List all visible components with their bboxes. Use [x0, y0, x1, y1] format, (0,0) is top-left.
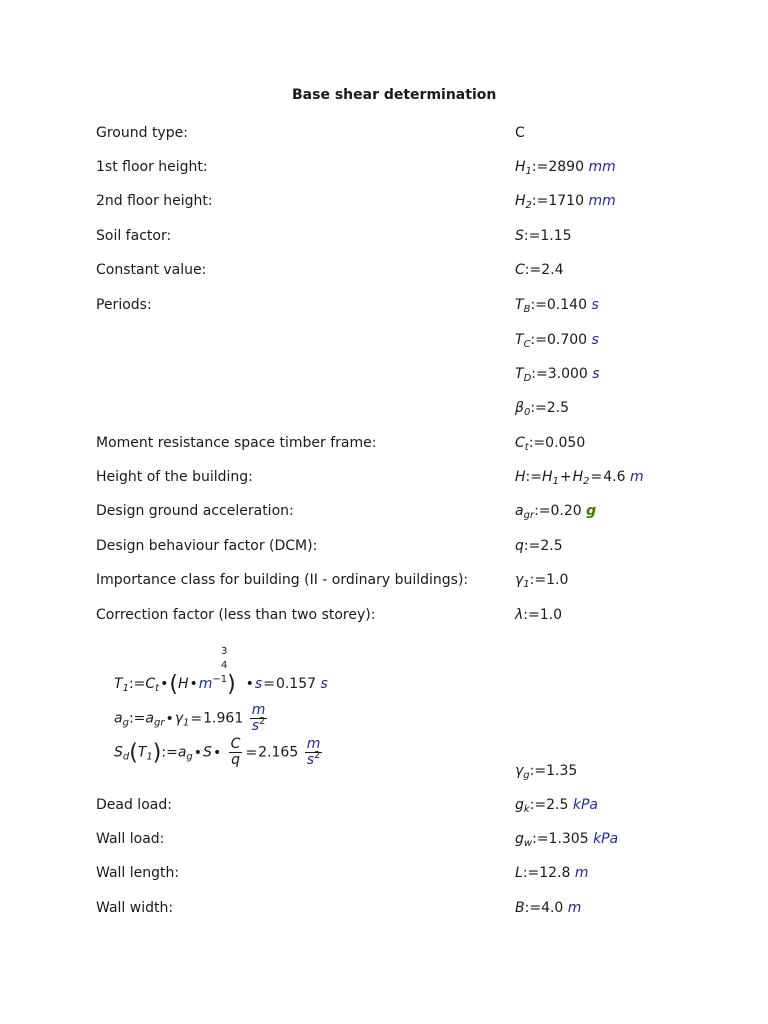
period-td-expression: $T_D:=3.000$ s: [515, 366, 600, 384]
soil-factor-expression: S:=1.15: [515, 228, 572, 244]
first-floor-height-expression: $H_1:=2890$ mm: [515, 159, 616, 177]
second-floor-height-expression: $H_2:=1710$ mm: [515, 193, 616, 211]
behaviour-factor-label: Design behaviour factor (DCM):: [96, 538, 318, 554]
ground-acceleration-label: Design ground acceleration:: [96, 503, 294, 519]
constant-value-label: Constant value:: [96, 262, 207, 278]
page-title: Base shear determination: [292, 87, 497, 103]
wall-length-expression: L:=12.8 m: [515, 865, 589, 881]
wall-length-label: Wall length:: [96, 865, 180, 881]
ag-unit-fraction: $\frac{m}{s^2}$: [251, 702, 266, 734]
dead-load-expression: $g_k:=2.5$ kPa: [515, 797, 598, 815]
t1-exponent-fraction: 3 4: [221, 646, 228, 671]
period-tc-expression: $T_C:=0.700$ s: [515, 332, 599, 350]
sd-c-over-q-fraction: $\frac{C}{q}$: [230, 736, 241, 768]
soil-factor-label: Soil factor:: [96, 228, 172, 244]
wall-width-label: Wall width:: [96, 900, 174, 916]
ground-acceleration-expression: $a_{gr}:=0.20$ g: [515, 503, 597, 521]
ag-formula: $a_g:=a_{gr}•\gamma_1=1.961$ $\frac{m}{s^2}$: [114, 702, 266, 734]
wall-load-expression: $g_w:=1.305$ kPa: [515, 831, 619, 849]
importance-class-label: Importance class for building (II - ordinary buildings):: [96, 572, 469, 588]
ground-type-value: C: [515, 125, 525, 141]
first-floor-height-label: 1st floor height:: [96, 159, 208, 175]
moment-resistance-label: Moment resistance space timber frame:: [96, 435, 377, 451]
building-height-label: Height of the building:: [96, 469, 253, 485]
correction-factor-label: Correction factor (less than two storey):: [96, 607, 376, 623]
second-floor-height-label: 2nd floor height:: [96, 193, 213, 209]
wall-load-label: Wall load:: [96, 831, 165, 847]
ct-expression: $C_t:=0.050$: [515, 435, 586, 453]
period-tb-expression: $T_B:=0.140$ s: [515, 297, 599, 315]
building-height-expression: $H:=H_1+H_2=4.6$ m: [515, 469, 644, 487]
behaviour-factor-expression: q:=2.5: [515, 538, 563, 554]
t1-formula: $T_1:=C_t•(H•m^{-1})$ •s=0.157 s: [114, 672, 328, 697]
constant-value-expression: C:=2.4: [515, 262, 564, 278]
gamma-g-expression: $\gamma_g:=1.35$: [515, 763, 578, 781]
periods-label: Periods:: [96, 297, 152, 313]
importance-factor-expression: $\gamma_1:=1.0$: [515, 572, 569, 590]
sd-unit-fraction: $\frac{m}{s^2}$: [306, 736, 321, 768]
ground-type-label: Ground type:: [96, 125, 188, 141]
correction-factor-expression: λ:=1.0: [515, 607, 563, 623]
sd-formula: $S_d(T_1):=a_g•S•$ $\frac{C}{q}$ =2.165 $\frac{m}{s^2}$: [114, 736, 321, 768]
beta-expression: $\beta_0:=2.5$: [515, 400, 570, 418]
dead-load-label: Dead load:: [96, 797, 172, 813]
wall-width-expression: B:=4.0 m: [515, 900, 582, 916]
